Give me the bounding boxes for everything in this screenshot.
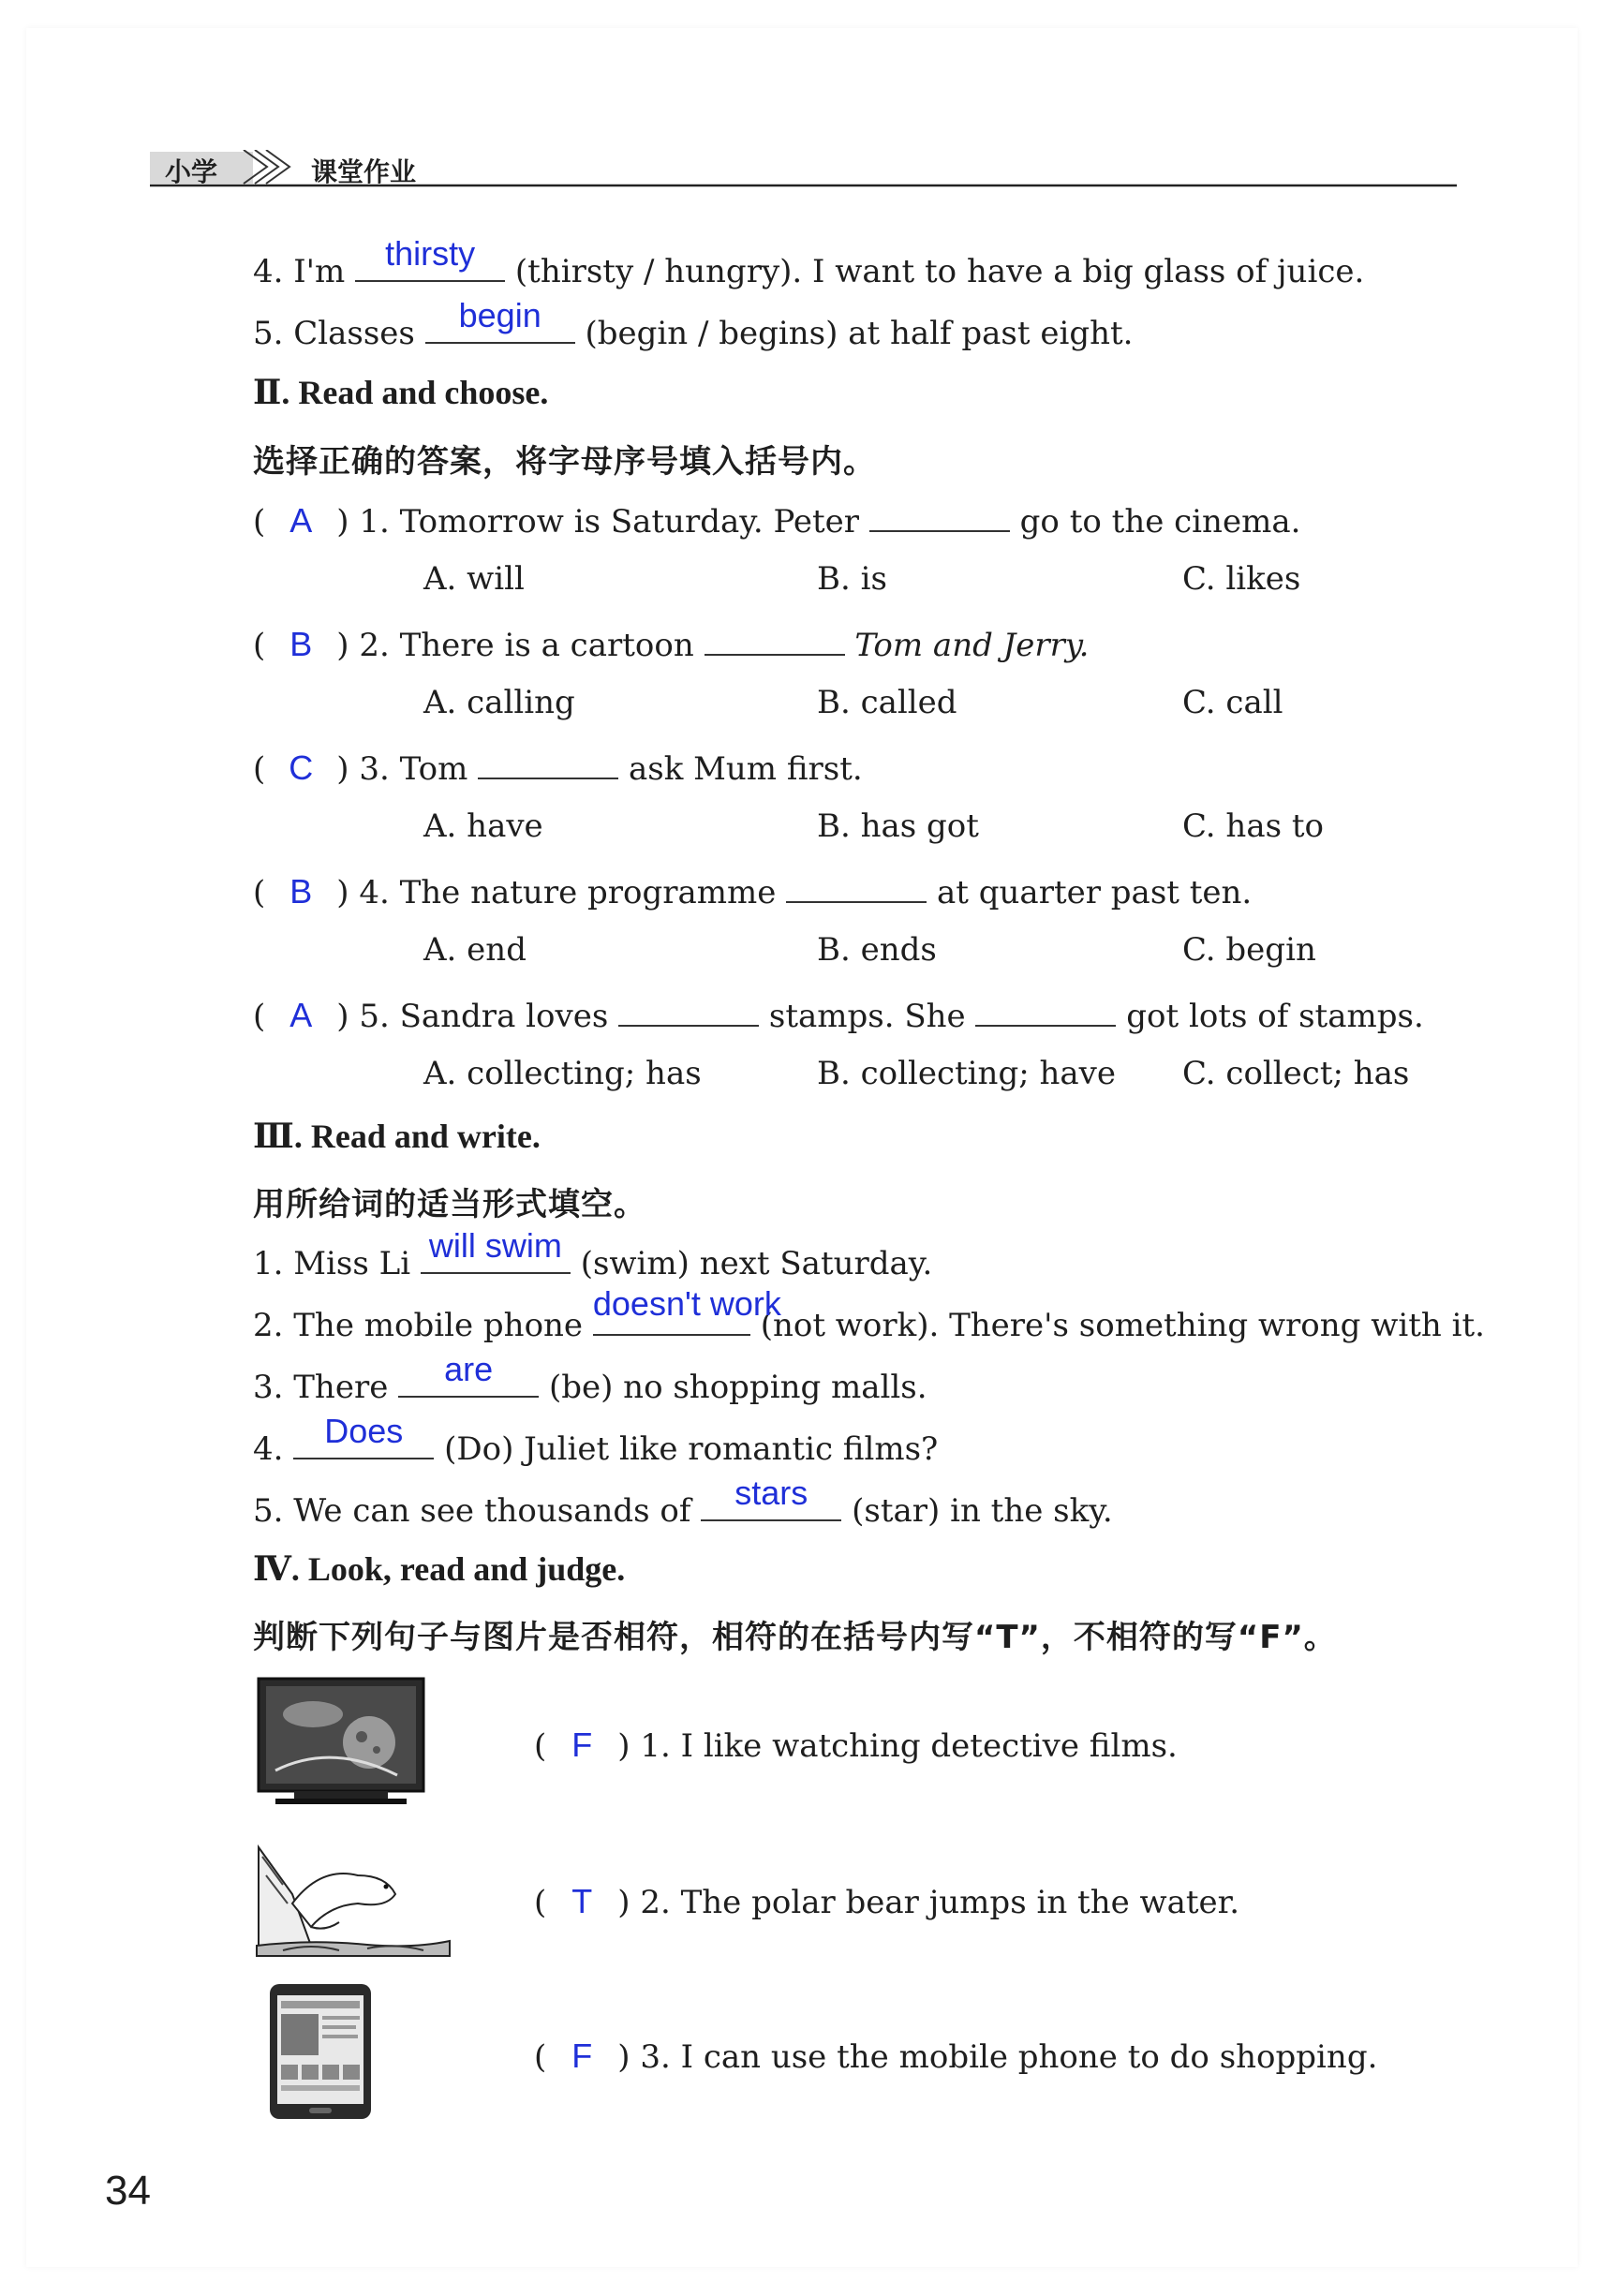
judge-item <box>534 2037 1377 2076</box>
choice-question <box>253 993 1424 1035</box>
answer-blank <box>592 1284 781 1336</box>
question-text: ) 3. Tom <box>336 750 468 788</box>
judge-text: ) 3. I can use the mobile phone to do shopping. <box>617 2038 1378 2076</box>
option-c: C. has to <box>1182 807 1324 845</box>
option-c: C. collect; has <box>1182 1055 1410 1092</box>
answer-text: begin <box>458 296 541 334</box>
answer-blank <box>786 869 927 903</box>
section-title: Ⅳ. Look, read and judge. <box>253 1550 626 1588</box>
question-text-end: got lots of stamps. <box>1126 998 1424 1035</box>
item-rest: (thirsty / hungry). I want to have a big glass of juice. <box>514 253 1365 290</box>
open-paren: ( <box>253 503 266 541</box>
item-rest: (swim) next Saturday. <box>580 1245 933 1282</box>
answer-blank <box>421 1226 571 1274</box>
fill-item <box>253 1284 1485 1344</box>
open-paren: ( <box>534 1884 547 1921</box>
option-b: B. has got <box>817 807 979 845</box>
option-b: B. ends <box>817 931 937 969</box>
tv-icon <box>257 1677 425 1808</box>
question-text-end: ask Mum first. <box>628 750 863 788</box>
page-header <box>150 150 1457 185</box>
option-a: A. calling <box>423 684 575 721</box>
open-paren: ( <box>534 2038 547 2076</box>
option-c: C. begin <box>1182 931 1316 969</box>
item-prefix: 5. Classes <box>253 315 415 352</box>
item-prefix: 2. The mobile phone <box>253 1307 584 1344</box>
option-a: A. will <box>423 560 525 598</box>
option-a: A. end <box>423 931 527 969</box>
item-prefix: 5. We can see thousands of <box>253 1492 691 1530</box>
fill-item <box>253 234 1365 290</box>
fill-item <box>253 1350 927 1406</box>
choice-question <box>253 622 1089 664</box>
section-title: Ⅲ. Read and write. <box>253 1118 541 1155</box>
open-paren: ( <box>253 750 266 788</box>
answer-letter: F <box>571 1726 593 1764</box>
section-instruction: 选择正确的答案，将字母序号填入括号内。 <box>253 443 876 481</box>
answer-blank <box>975 993 1116 1027</box>
answer-blank <box>869 498 1010 532</box>
option-b: B. called <box>817 684 957 721</box>
open-paren: ( <box>253 874 266 911</box>
answer-letter: T <box>571 1882 593 1920</box>
judge-text: ) 2. The polar bear jumps in the water. <box>617 1884 1239 1921</box>
item-rest: (be) no shopping malls. <box>548 1369 927 1406</box>
answer-letter: B <box>289 625 313 663</box>
question-text-end: Tom and Jerry. <box>854 627 1090 664</box>
answer-text: stars <box>734 1474 808 1512</box>
choice-question <box>253 746 863 788</box>
polar-bear-icon <box>255 1838 453 1960</box>
item-rest: (star) in the sky. <box>852 1492 1113 1530</box>
option-a: A. collecting; has <box>423 1055 702 1092</box>
answer-blank <box>293 1412 434 1459</box>
item-prefix: 1. Miss Li <box>253 1245 411 1282</box>
section-instruction: 用所给词的适当形式填空。 <box>253 1186 646 1223</box>
page-number: 34 <box>105 2168 151 2214</box>
option-c: C. likes <box>1182 560 1301 598</box>
answer-letter: A <box>289 996 313 1034</box>
judge-text: ) 1. I like watching detective films. <box>617 1727 1178 1765</box>
answer-text: thirsty <box>385 234 476 273</box>
judge-item <box>534 1726 1178 1765</box>
option-b: B. is <box>817 560 887 598</box>
question-text: ) 2. There is a cartoon <box>336 627 694 664</box>
answer-blank <box>398 1350 539 1398</box>
fill-item <box>253 296 1134 352</box>
item-prefix: 4. I'm <box>253 253 346 290</box>
fill-item <box>253 1226 933 1282</box>
question-text: ) 5. Sandra loves <box>336 998 609 1035</box>
option-b: B. collecting; have <box>817 1055 1116 1092</box>
mobile-phone-icon <box>268 1982 373 2121</box>
answer-blank <box>705 622 845 656</box>
option-a: A. have <box>423 807 543 845</box>
open-paren: ( <box>253 627 266 664</box>
choice-question <box>253 498 1300 541</box>
question-text: ) 1. Tomorrow is Saturday. Peter <box>336 503 860 541</box>
answer-blank <box>425 296 575 344</box>
item-rest: (not work). There's something wrong with it. <box>760 1307 1485 1344</box>
header-book-title: 课堂作业 <box>311 156 417 187</box>
answer-text: will swim <box>428 1226 562 1265</box>
answer-letter: B <box>289 872 313 911</box>
choice-question <box>253 869 1252 911</box>
item-prefix: 4. <box>253 1430 284 1468</box>
question-text-mid: stamps. She <box>768 998 966 1035</box>
answer-text: are <box>444 1350 494 1388</box>
item-prefix: 3. There <box>253 1369 389 1406</box>
answer-blank <box>618 993 759 1027</box>
answer-blank <box>478 746 618 779</box>
answer-text: doesn't work <box>592 1284 781 1323</box>
header-level: 小学 <box>165 156 218 187</box>
open-paren: ( <box>253 998 266 1035</box>
section-instruction: 判断下列句子与图片是否相符，相符的在括号内写“T”，不相符的写“F”。 <box>253 1619 1337 1656</box>
question-text: ) 4. The nature programme <box>336 874 777 911</box>
answer-letter: C <box>289 748 314 787</box>
item-rest: (Do) Juliet like romantic films? <box>444 1430 939 1468</box>
open-paren: ( <box>534 1727 547 1765</box>
question-text-end: at quarter past ten. <box>937 874 1253 911</box>
item-rest: (begin / begins) at half past eight. <box>585 315 1134 352</box>
answer-letter: A <box>289 501 313 540</box>
answer-letter: F <box>571 2037 593 2075</box>
fill-item <box>253 1474 1113 1530</box>
answer-blank <box>701 1474 841 1521</box>
judge-item <box>534 1883 1239 1921</box>
question-text-end: go to the cinema. <box>1019 503 1301 541</box>
section-title: Ⅱ. Read and choose. <box>253 374 549 411</box>
option-c: C. call <box>1182 684 1283 721</box>
answer-text: Does <box>324 1412 404 1450</box>
fill-item <box>253 1412 939 1468</box>
answer-blank <box>355 234 505 282</box>
